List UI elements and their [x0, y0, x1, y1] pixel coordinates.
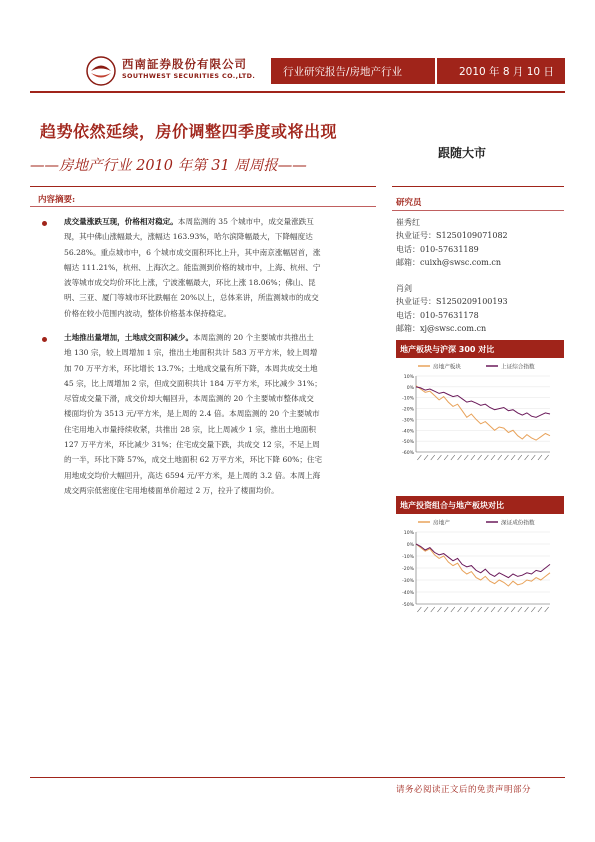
x-tick-mark: [491, 607, 495, 612]
y-tick-label: -50%: [402, 440, 414, 446]
point-text-line: 127 万平方米，环比减少 31%；住宅成交量下跌，共成交 12 宗，不足上周: [64, 440, 320, 450]
bullet-icon: [42, 337, 47, 342]
legend-label: 上证综合指数: [501, 364, 535, 371]
legend-label: 房地产板块: [433, 364, 461, 371]
y-tick-label: 10%: [403, 375, 414, 380]
chart-2: [396, 514, 564, 626]
x-tick-mark: [511, 607, 515, 612]
y-tick-label: 0%: [406, 385, 414, 391]
x-tick-mark: [531, 455, 535, 460]
point-text-line: 的一半，环比下降 57%，成交土地面积 62 万平方米，环比下降 60%；住宅: [64, 455, 323, 465]
report-date: 2010 年 8 月 10 日: [459, 66, 554, 78]
point-text-line: 楼面均价为 3513 元/平方米，是上周的 2.4 倍。本周监测的 20 个主要城市: [64, 409, 320, 419]
x-tick-mark: [417, 607, 421, 612]
y-tick-label: -40%: [402, 591, 414, 596]
x-tick-mark: [518, 455, 522, 460]
series-line: [416, 544, 550, 578]
legend-label: 深证成份指数: [501, 520, 535, 527]
report-subtitle: ——房地产行业 2010 年第 31 周周报——: [30, 158, 307, 174]
series-line: [416, 544, 550, 586]
analyst-cert: 执业证号：S1250209100193: [396, 297, 508, 307]
x-tick-mark: [451, 455, 455, 460]
x-tick-mark: [504, 607, 508, 612]
analyst-phone: 电话：010-57631178: [396, 310, 479, 320]
chart-2-title: 地产投资组合与地产板块对比: [396, 496, 564, 514]
point-text-line: 本周监测的 35 个城市中，成交量涨跌互: [177, 217, 314, 226]
report-header: [0, 0, 595, 100]
point-text-line: 住宅用地入市量持续收紧，共推出 28 宗，比上周减少 1 宗，推出土地面积: [64, 424, 316, 434]
point-lead: 土地推出量增加，土地成交面积减少。: [64, 333, 194, 342]
y-tick-label: -20%: [402, 567, 414, 572]
point-text-line: 尽管成交量下滑，成交价却大幅回升，本周监测的 20 个主要城市整体成交: [64, 394, 314, 404]
x-tick-mark: [498, 607, 502, 612]
analyst-phone: 电话：010-57631189: [396, 244, 479, 254]
x-tick-mark: [538, 455, 542, 460]
abstract-point-2: [64, 330, 370, 498]
x-tick-mark: [424, 455, 428, 460]
x-tick-mark: [545, 455, 549, 460]
report-title: 趋势依然延续，房价调整四季度或将出现: [40, 122, 338, 141]
point-text-line: 用地成交均价大幅回升，高达 6594 元/平方米，是上周的 3.2 倍。本周上海: [64, 470, 321, 480]
x-tick-mark: [504, 455, 508, 460]
industry-rating: 跟随大市: [438, 146, 487, 160]
x-tick-mark: [464, 455, 468, 460]
analysts-heading: 研究员: [396, 198, 422, 208]
x-tick-mark: [451, 607, 455, 612]
y-tick-label: -10%: [402, 555, 414, 560]
x-tick-mark: [458, 455, 462, 460]
point-text-line: 成交两宗低密度住宅用地楼面单价超过 2 万，拉升了楼面均价。: [64, 485, 279, 495]
point-text-line: 本周监测的 20 个主要城市共推出土: [193, 333, 314, 342]
series-line: [416, 387, 550, 417]
abstract-rule: [30, 206, 376, 207]
x-tick-mark: [525, 455, 529, 460]
x-tick-mark: [498, 455, 502, 460]
point-text-line: 加 70 万平方米，环比增长 13.7%；土地成交量有所下降，本周共成交土地: [64, 363, 318, 373]
x-tick-mark: [518, 607, 522, 612]
company-name-en: SOUTHWEST SECURITIES CO.,LTD.: [122, 72, 256, 80]
y-tick-label: 0%: [406, 543, 414, 548]
x-tick-mark: [525, 607, 529, 612]
x-tick-mark: [417, 455, 421, 460]
header-separator: [435, 58, 437, 84]
analyst-email: 邮箱：cuixh@swsc.com.cn: [396, 258, 501, 268]
x-tick-mark: [484, 455, 488, 460]
point-text-line: 明、三亚、厦门等城市环比跌幅在 20%以上，总体来讲，所监测城市的成交: [64, 293, 319, 303]
analysts-rule: [392, 210, 564, 211]
disclaimer-note: 请务必阅读正文后的免责声明部分: [396, 785, 532, 795]
x-tick-mark: [464, 607, 468, 612]
analyst-card: [396, 282, 508, 336]
y-tick-label: -10%: [402, 396, 414, 402]
x-tick-mark: [431, 607, 435, 612]
analyst-name: 肖剑: [396, 284, 412, 293]
header-band: [271, 58, 565, 84]
point-lead: 成交量涨跌互现，价格相对稳定。: [64, 217, 178, 226]
x-tick-mark: [491, 455, 495, 460]
y-tick-label: -60%: [402, 451, 414, 456]
abstract-heading: 内容摘要:: [38, 195, 76, 205]
analyst-name: 崔秀红: [396, 218, 420, 227]
x-tick-mark: [424, 607, 428, 612]
company-logo-icon: [86, 56, 116, 86]
y-tick-label: -50%: [402, 603, 414, 608]
footer-rule: [30, 777, 565, 778]
header-rule: [30, 91, 565, 93]
y-tick-label: -30%: [402, 418, 414, 424]
analyst-email: 邮箱：xj@swsc.com.cn: [396, 324, 487, 334]
x-tick-mark: [484, 607, 488, 612]
chart-1-title: 地产板块与沪深 300 对比: [396, 340, 564, 358]
abstract-point-1: [64, 214, 370, 321]
x-tick-mark: [478, 607, 482, 612]
point-text-line: 波等城市成交均价环比上涨，宁波涨幅最大，环比上涨 18.06%；佛山、昆: [64, 278, 316, 288]
x-tick-mark: [431, 455, 435, 460]
point-text-line: 45 宗，比上周增加 2 宗，但成交面积共计 184 万平方米，环比减少 31%；: [64, 378, 322, 388]
chart-1: [396, 358, 564, 474]
x-tick-mark: [437, 455, 441, 460]
point-text-line: 幅达 111.21%，杭州、上海次之。能监测到价格的城市中，上海、杭州、宁: [64, 262, 321, 272]
right-column-rule: [392, 186, 564, 187]
x-tick-mark: [471, 607, 475, 612]
legend-label: 房地产: [433, 520, 450, 527]
analyst-cert: 执业证号：S1250109071082: [396, 231, 508, 241]
x-tick-mark: [437, 607, 441, 612]
x-tick-mark: [511, 455, 515, 460]
y-tick-label: 10%: [403, 531, 414, 536]
y-tick-label: -40%: [402, 429, 414, 435]
analyst-card: [396, 216, 508, 270]
x-tick-mark: [538, 607, 542, 612]
point-text-line: 现，其中佛山涨幅最大，涨幅达 163.93%，哈尔滨降幅最大，下降幅度达: [64, 232, 313, 242]
x-tick-mark: [444, 607, 448, 612]
x-tick-mark: [471, 455, 475, 460]
point-text-line: 价格在较小范围内波动，整体价格基本保持稳定。: [64, 308, 232, 318]
report-category: 行业研究报告/房地产行业: [283, 66, 403, 78]
company-name-cn: 西南証券股份有限公司: [122, 57, 247, 71]
point-text-line: 56.28%。重点城市中，6 个城市成交面积环比上升，其中南京涨幅居首，涨: [64, 247, 321, 257]
y-tick-label: -20%: [402, 407, 414, 413]
left-column-rule: [30, 186, 376, 187]
x-tick-mark: [531, 607, 535, 612]
x-tick-mark: [444, 455, 448, 460]
y-tick-label: -30%: [402, 579, 414, 584]
point-text-line: 地 130 宗，较上周增加 1 宗，推出土地面积共计 583 万平方米，较上周增: [64, 348, 318, 358]
bullet-icon: [42, 221, 47, 226]
x-tick-mark: [545, 607, 549, 612]
x-tick-mark: [478, 455, 482, 460]
x-tick-mark: [458, 607, 462, 612]
series-line: [416, 386, 550, 440]
